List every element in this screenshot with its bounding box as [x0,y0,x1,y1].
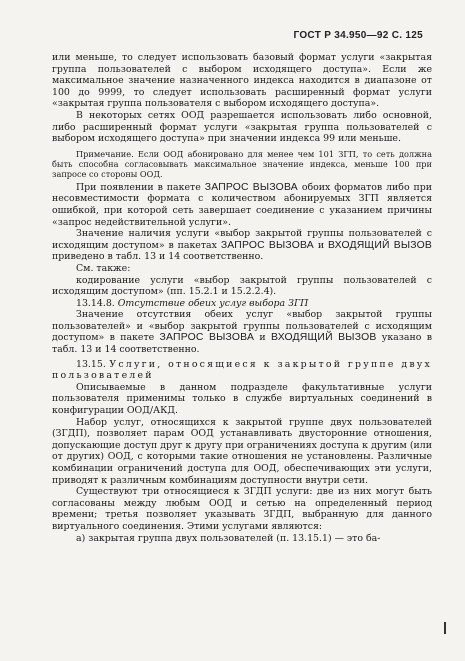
paragraph: а) закрытая группа двух пользователей (п. 13.15.1) — это ба- [76,532,381,544]
paragraph [52,228,432,263]
paragraph: См. также: [76,262,131,274]
paragraph: Существуют три относящиеся к ЗГДП услуги: две из них могут быть согласованы между любым ООД и сетью на определенный период времени; третья позволяет указывать ЗГДП, выбранную для данного виртуального соединения. Этими услугами являются: [52,486,432,532]
packet-name: ЗАПРОС ВЫЗОВА [159,332,255,344]
paragraph [52,309,432,355]
margin-change-bar [444,622,446,634]
page-header: ГОСТ Р 34.950—92 С. 125 [293,30,423,41]
text-run: и [254,332,272,344]
packet-name: ЗАПРОС ВЫЗОВА [220,239,314,251]
section-title: Услуги, относящиеся к закрытой группе двух пользователей [52,358,432,382]
text-run: Значение наличия услуги «выбор закрытой группы пользователей с исходящим доступом» в пакетах [52,228,432,251]
packet-name: ВХОДЯЩИЙ ВЫЗОВ [271,332,377,344]
paragraph: В некоторых сетях ООД разрешается использовать либо основной, либо расширенный формат услуги «закрытая группа пользователей с выбором исходящего доступа» при значении индекса 99 или меньше. [52,109,432,145]
text-run: приведено в табл. 13 и 14 соответственно. [52,251,264,263]
text-run: Значение отсутствия обеих услуг «выбор закрытой группы пользователей» и «выбор закрытой группы пользователей с исходящим доступом» в пакете [52,309,432,344]
text-run: обоих форматов либо при несовместимости формата с количеством абонируемых ЗГП является ошибкой, при которой сеть завершает соединение с указанием причины «запрос недействительной услуги». [52,181,433,228]
note: Примечание. Если ООД абонировано для менее чем 101 ЗГП, то сеть должна быть способна согласовывать максимальное значение индекса, меньше 100 при запросе со стороны ООД. [52,148,432,179]
section-title: Отсутствие обеих услуг выбора ЗГП [117,297,309,309]
section-heading [52,298,432,310]
paragraph: кодирование услуги «выбор закрытой группы пользователей с исходящим доступом» (пп. 15.2.1 и 15.2.2.4). [52,274,432,298]
paragraph: или меньше, то следует использовать базовый формат услуги «закрытая группа пользователей с выбором исходящего доступа». Если же максимальное значение назначенного индекса находится в диапазоне от 100 до 9999, то следует использовать расширенный формат услуги «закрытая группа пользователя с выбором исходящего доступа». [52,52,432,110]
text-run: указано в табл. 13 и 14 соответственно. [52,332,432,356]
packet-name: ЗАПРОС ВЫЗОВА [204,181,298,193]
document-body [52,52,432,544]
paragraph: Описываемые в данном подразделе факультативные услуги пользователя применимы только в службе виртуальных соединений в конфигурации ООД/АКД. [52,381,432,417]
packet-name: ВХОДЯЩИЙ ВЫЗОВ [327,239,433,251]
paragraph: Набор услуг, относящихся к закрытой группе двух пользователей (ЗГДП), позволяет парам ООД устанавливать двусторонние отношения, допускающие доступ друг к другу при ограничениях доступа к другим (или от других) ООД, с которыми такие отношения не установлены. Различные комбинации ограничений доступа для ООД, обеспечивающих эти услуги, приводят к различным комбинациям доступности внутри сети. [52,416,432,486]
text-run: и [313,239,328,251]
section-heading [52,359,432,382]
paragraph [52,182,432,228]
section-number: 13.15. [76,358,110,370]
section-number: 13.14.8. [76,297,118,309]
text-run: При появлении в пакете [76,181,205,193]
